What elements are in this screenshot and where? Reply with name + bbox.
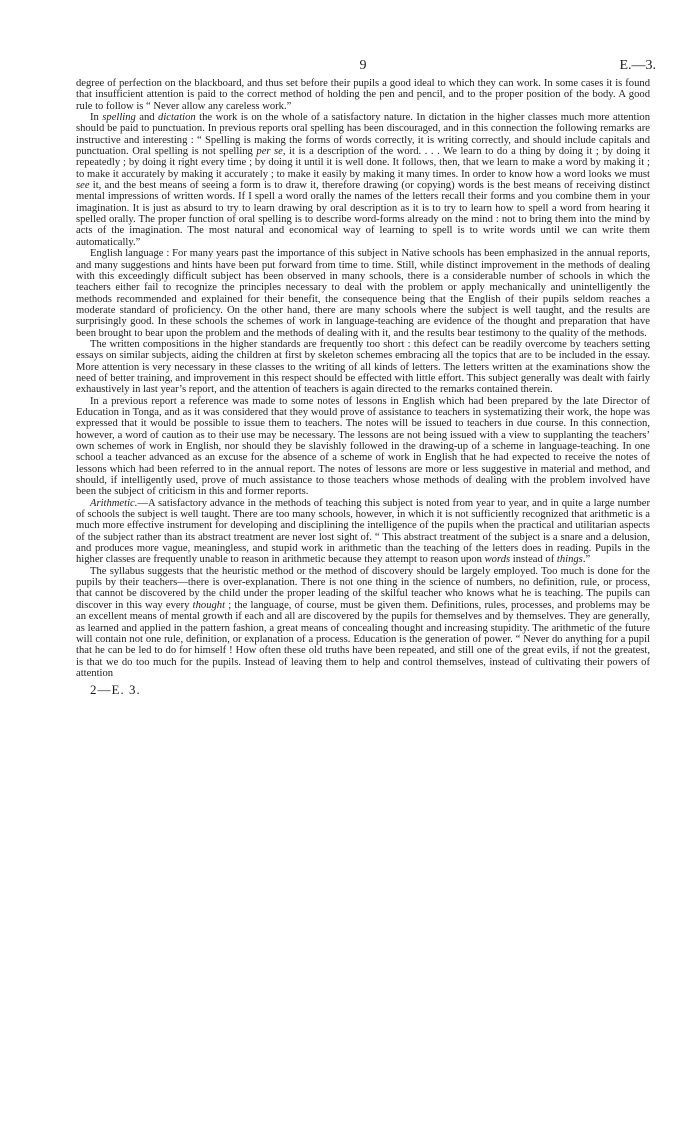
text-run: instead of [510, 554, 557, 566]
paragraph [76, 78, 650, 112]
italic-text: dictation [158, 112, 196, 124]
document-page [76, 58, 656, 698]
italic-text: Arithmetic. [90, 497, 138, 509]
text-run: The syllabus suggests that the heuristic method or the method of discovery should be largely employed. Too much is done for the pupils by their teachers—there is over-explanation. There is not one thing in the science of numbers, no definition, rule, or process, that cannot be discovered by the child under the proper leading of the skilful teacher who knows what he is teaching. The pupils can discover in this way every [76, 565, 650, 611]
page-number: 9 [359, 58, 367, 73]
text-run: In a previous report a reference was made to some notes of lessons in English which had been prepared by the late Director of Education in Tonga, and as it was considered that they would prove of assistance to teachers in systematizing their work, the hope was expressed that it would be possible to issue them to teachers. The notes will be issued to teachers in due course. In this connection, however, a word of caution as to their use may be necessary. The lessons are not being issued with a view to supplanting the teachers’ own schemes of work in English, nor should they be slavishly followed in the drawing-up of a scheme in language-teaching. In one school a teacher advanced as an excuse for the absence of a scheme of work in English that he had expected to receive the notes of lessons which had been referred to in the annual report. The notes of lessons are more or less suggestive in material and method, and should, if intelligently used, prove of much assistance to those teachers whose methods of dealing with the problem involved have been the subject of criticism in this and former reports. [76, 395, 650, 498]
text-run: English language : For many years past the importance of this subject in Native schools has been emphasized in the annual reports, and many suggestions and hints have been put forward from time to time. Still, while distinct improvement in the methods of dealing with this exceedingly difficult subject has been observed in many schools, there is a considerable number of schools in which the teachers either fail to recognize the principles necessary to deal with the problem or apply mechanically and unintelligently the methods recommended and explained for their benefit, the consequence being that the English of their pupils seldom reaches a moderate standard of proficiency. On the other hand, there are many schools where the subject is well taught, and the results are surprisingly good. In these schools the schemes of work in language-teaching are evidence of the thought and preparation that have been brought to bear upon the problem and the methods of dealing with it, and the results bear testimony to the quality of the methods. [76, 248, 650, 339]
text-run: and [135, 112, 159, 124]
document-reference: E.—3. [619, 58, 656, 73]
paragraph [76, 396, 650, 498]
text-run: , it is a description of the word. . . . We learn to do a thing by doing it ; by doing it repeatedly ; by doing it right every time ; by doing it until it is well done. It follows, then, that we learn to make a word by making it ; to make it accurately by making it accurately ; to make it easily by making it many times. In order to know how a word looks we must [76, 146, 650, 180]
italic-text: thought [192, 599, 226, 611]
text-run: —A satisfactory advance in the methods of teaching this subject is noted from year to year, and in quite a large number of schools the subject is well taught. There are too many schools, however, in which it is not sufficiently recognized that arithmetic is a much more effective instrument for developing and disciplining the intelligence of the pupils when the practical and utilitarian aspects of the subject rather than its abstract treatment are never lost sight of. “ This abstract treatment of the subject is a snare and a delusion, and produces more vague, meaningless, and stupid work in arithmetic than the teaching of the letters does in reading. Pupils in the higher classes are frequently unable to reason in arithmetic because they attempt to reason upon [76, 497, 650, 566]
paragraph [76, 339, 650, 396]
sheet-signature: 2—E. 3. [90, 682, 141, 698]
text-run: In [90, 112, 103, 124]
paragraph [76, 498, 650, 566]
italic-text: spelling [102, 112, 136, 124]
italic-text: see [76, 180, 90, 192]
italic-text: words [484, 554, 511, 566]
text-run: ; the language, of course, must be given them. Definitions, rules, processes, and problems may be an excellent means of mental growth if each and all are discovered by the pupils for themselves and by themselves. They are generally, as learned and applied in the pattern fashion, a great means of concealing thought and increasing stupidity. The arithmetic of the future will contain not one rule, definition, or explanation of a process. Education is the generation of power. “ Never do anything for a pupil that he can be led to do for himself ! How often these old truths have been repeated, and still one of the great evils, if not the greatest, is that we do too much for the pupils. Instead of leaving them to help and control themselves, instead of cultivating their powers of attention [76, 599, 650, 679]
paragraph [76, 248, 650, 339]
italic-text: per se [256, 146, 283, 158]
text-run: The written compositions in the higher standards are frequently too short : this defect can be readily overcome by teachers setting essays on similar subjects, aiding the children at first by skeleton schemes embracing all the topics that are to be included in the essay. More attention is very necessary in these classes to the writing of all kinds of letters. The letters written at the examinations show the need of better training, and improvement in this respect should be effected with little effort. This subject generally was dealt with fairly exhaustively in last year’s report, and the attention of teachers is again directed to the remarks contained therein. [76, 338, 650, 396]
paragraph [76, 566, 650, 679]
italic-text: things [556, 554, 583, 566]
page-header [76, 58, 656, 78]
text-run: .” [582, 554, 591, 566]
body-text [76, 78, 650, 679]
text-run: the work is on the whole of a satisfactory nature. In dictation in the higher classes much more attention should be paid to punctuation. In previous reports oral spelling has been discouraged, and in this connection the following remarks are instructive and interesting : “ Spelling is making the forms of words correctly, it is writing correctly, and should include capitals and punctuation. Oral spelling is not spelling [76, 112, 650, 158]
text-run: degree of perfection on the blackboard, and thus set before their pupils a good ideal to which they can work. In some cases it is found that insufficient attention is paid to the correct method of holding the pen and pencil, and to the proper position of the body. A good rule to follow is “ Never allow any careless work.” [76, 78, 650, 112]
paragraph [76, 112, 650, 248]
text-run: it, and the best means of seeing a form is to draw it, therefore drawing (or copying) words is the best means of receiving distinct mental impressions of written words. If I spell a word orally the names of the letters recall their forms and you combine them in your imagination. It is just as absurd to try to learn drawing by oral description as it is to try to learn how to spell a word from hearing it spelled orally. The proper function of oral spelling is to describe word-forms already on the mind : not to bring them into the mind by acts of the imagination. The most natural and economical way of learning to spell is to write words until we can write them automatically.” [76, 180, 650, 248]
